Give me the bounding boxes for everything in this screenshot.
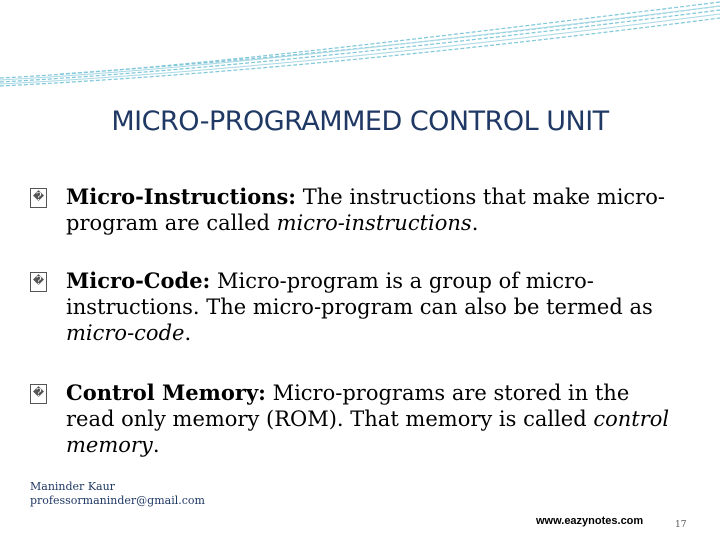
slide-title: MICRO-PROGRAMMED CONTROL UNIT (111, 106, 609, 137)
author-credit (30, 480, 205, 508)
bullet-text-end: . (152, 433, 160, 457)
page-number: 17 (675, 520, 687, 530)
bullet-item-control-memory (30, 380, 680, 458)
bullet-text: The instructions that make micro-program are called (66, 185, 665, 235)
bullet-marker-icon: � (30, 188, 47, 208)
bullet-term: Micro-Instructions: (66, 184, 297, 209)
author-email: professormaninder@gmail.com (30, 494, 205, 507)
bullet-emphasis: micro-code (66, 321, 185, 345)
author-name: Maninder Kaur (30, 480, 115, 493)
bullet-term: Micro-Code: (66, 268, 211, 293)
bullet-marker-icon: � (30, 384, 47, 404)
bullet-text-end: . (471, 211, 479, 235)
bullet-item-micro-code (30, 268, 680, 346)
bullet-text: Micro-programs are stored in the read only memory (ROM). That memory is called (66, 381, 630, 431)
website-link[interactable]: www.eazynotes.com (536, 515, 644, 527)
bullet-text: Micro-program is a group of micro-instructions. The micro-program can also be termed as (66, 269, 653, 319)
bullet-marker-icon: � (30, 272, 47, 292)
bullet-item-micro-instructions (30, 184, 680, 236)
bullet-term: Control Memory: (66, 380, 266, 405)
bullet-text-end: . (184, 321, 192, 345)
bullet-list (30, 184, 680, 458)
bullet-emphasis: control memory (66, 407, 670, 457)
bullet-emphasis: micro-instructions (276, 211, 472, 235)
decorative-wave-lines (0, 0, 720, 90)
